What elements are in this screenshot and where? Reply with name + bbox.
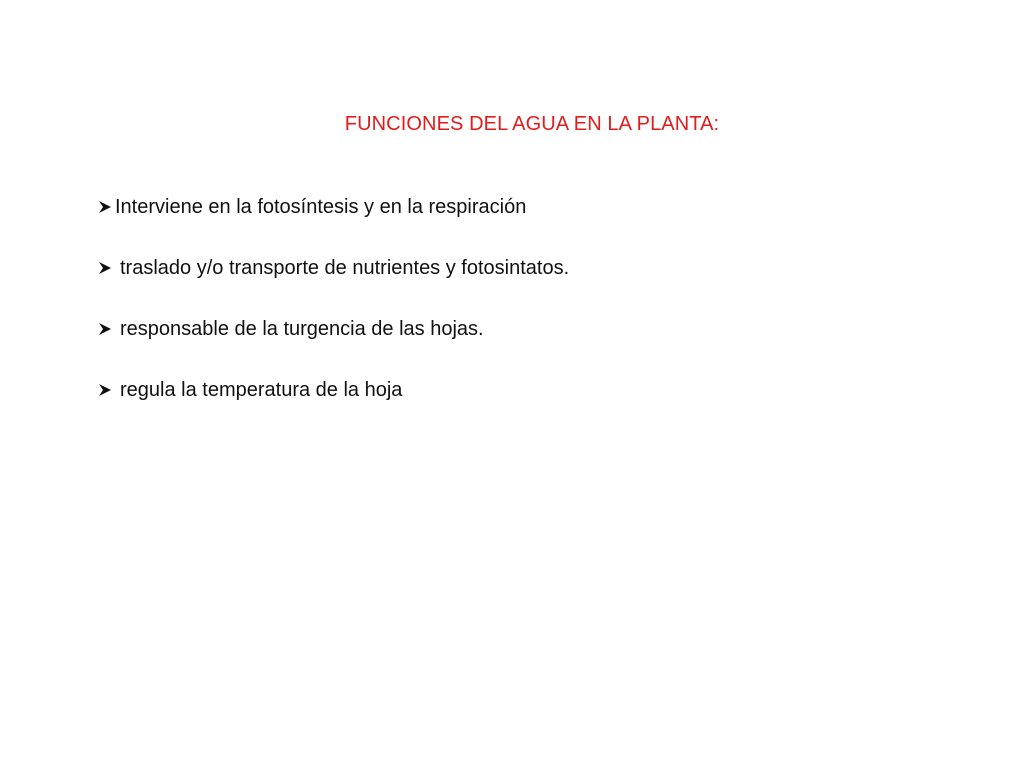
- slide-title: FUNCIONES DEL AGUA EN LA PLANTA:: [344, 113, 720, 135]
- bullet-item: [98, 315, 569, 343]
- bullet-text: traslado y/o transporte de nutrientes y fotosintatos.: [120, 257, 570, 279]
- arrow-bullet-icon: [98, 200, 112, 214]
- bullet-text: regula la temperatura de la hoja: [120, 379, 403, 401]
- bullet-item: [98, 254, 569, 282]
- bullet-list: [98, 193, 569, 437]
- bullet-item: [98, 376, 569, 404]
- arrow-bullet-icon: [98, 261, 112, 275]
- arrow-bullet-icon: [98, 383, 112, 397]
- bullet-text: Interviene en la fotosíntesis y en la respiración: [115, 196, 527, 218]
- bullet-item: [98, 193, 569, 221]
- arrow-bullet-icon: [98, 322, 112, 336]
- bullet-text: responsable de la turgencia de las hojas.: [120, 318, 484, 340]
